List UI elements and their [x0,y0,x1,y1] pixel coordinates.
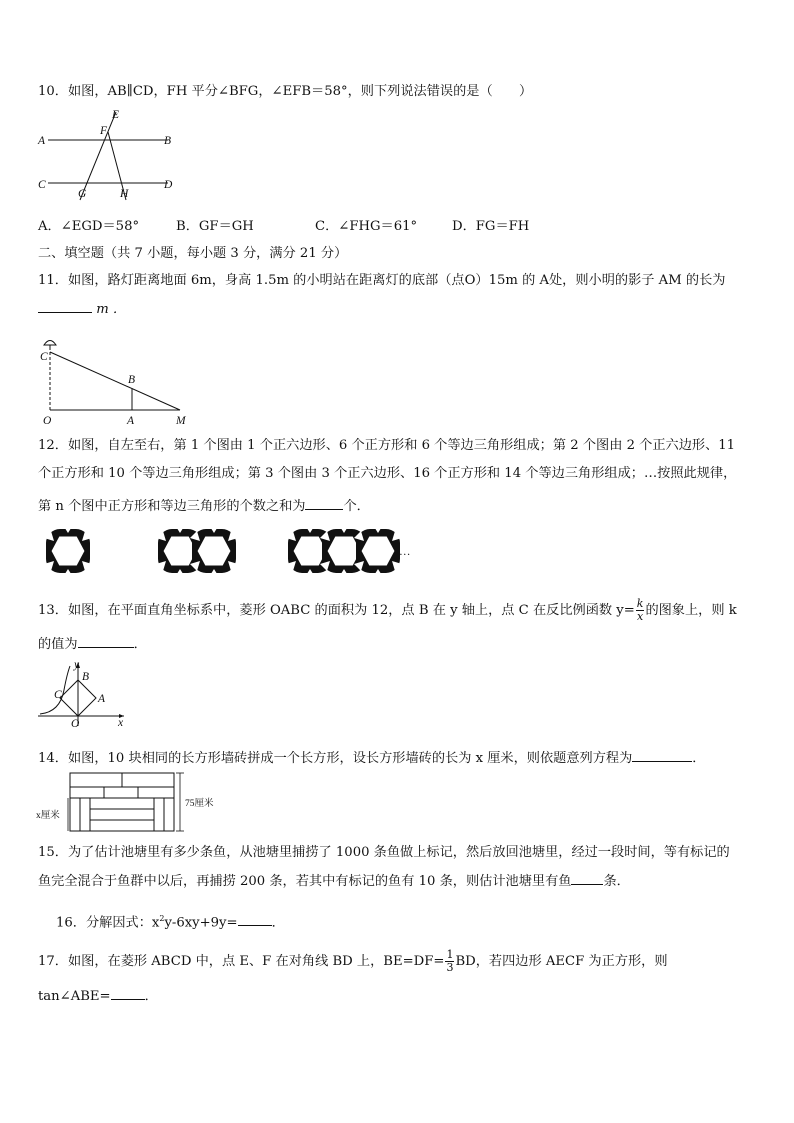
streetlight-diagram [34,332,194,428]
q17-line2 [38,988,158,1006]
rhombus-coordinate-diagram [34,660,134,730]
q10-label-E: E [112,109,120,121]
q17-line1-text: 17．如图，在菱形 ABCD 中，点 E、F 在对角线 BD 上，BE=DF= [38,954,445,969]
q10-label-F: F [100,125,108,137]
q10-option-c: C．∠FHG＝61° [315,219,418,234]
q13-line2-text: 的值为 [38,637,78,652]
q15-blank[interactable] [571,884,603,885]
q14-figure [34,770,214,840]
q13-frac-den: x [636,610,644,623]
q10-figure [34,106,184,206]
q15-line1: 15．为了估计池塘里有多少条鱼，从池塘里捕捞了 1000 条鱼做上标记，然后放回池塘里，经过一段时间，等有标记的 [38,845,730,860]
pattern-2 [156,525,238,577]
q11-stem: 11．如图，路灯距离地面 6m，身高 1.5m 的小明站在距离灯的底部（点O）15m 的 A处，则小明的影子 AM 的长为 [38,273,726,288]
q11-label-C: C [40,351,48,363]
q10-label-B: B [164,135,172,147]
q15-line2-tail: 条． [603,874,630,889]
q10-option-a: A．∠EGD＝58° [38,219,140,234]
q10-stem: 10．如图，AB∥CD，FH 平分∠BFG，∠EFB＝58°，则下列说法错误的是（ ） [38,84,533,99]
q10-label-D: D [164,179,173,191]
q11-label-M: M [176,415,186,427]
q12-blank[interactable] [305,509,343,510]
q13-line1-tail: 的图象上，则 k [645,603,737,618]
q17-line2-tail: ． [144,989,158,1004]
q17-line1-tail: BD，若四边形 AECF 为正方形，则 [455,954,668,969]
q10-option-b: B．GF＝GH [176,219,254,234]
wall-bricks-diagram [34,770,214,836]
q16-stem-a: 16．分解因式：x [56,915,160,931]
q14-stem: 14．如图，10 块相同的长方形墙砖拼成一个长方形，设长方形墙砖的长为 x 厘米，则依题意列方程为 [38,751,633,766]
q12-line1: 12．如图，自左至右，第 1 个图由 1 个正六边形、6 个正方形和 6 个等边三角形组成；第 2 个图由 2 个正六边形、11 [38,438,736,453]
q11-label-B: B [128,374,136,386]
q13-fraction [636,598,645,623]
pattern-3 [286,525,402,577]
q16-sup: 2 [159,914,165,923]
q12-line3-text: 第 n 个图中正方形和等边三角形的个数之和为 [38,499,306,514]
q16-line [56,910,285,932]
pattern-1 [44,525,92,577]
q17-frac-den: 3 [446,961,454,974]
q13-line1-text: 13．如图，在平面直角坐标系中，菱形 OABC 的面积为 12，点 B 在 y 轴上，点 C 在反比例函数 y= [38,603,635,618]
q10-label-H: H [120,188,129,200]
q10-label-A: A [38,135,46,147]
q15-line2 [38,873,630,891]
q16-stem-b: y-6xy+9y= [164,915,238,931]
q10-label-G: G [78,188,87,200]
q17-fraction [445,949,454,974]
q14-line [38,750,705,768]
parallel-lines-diagram [34,106,184,202]
q13-label-C: C [54,689,62,701]
q11-label-A: A [127,415,135,427]
q10-label-C: C [38,179,46,191]
q16-tail: ． [271,915,285,931]
q17-frac-num: 1 [446,948,454,961]
q12-line2: 个正方形和 10 个等边三角形组成；第 3 个图由 3 个正六边形、16 个正方形和 14 个等边三角形组成；…按照此规律， [38,466,737,481]
q13-label-y: y [74,659,80,671]
q11-blank[interactable] [38,312,92,313]
q16-blank[interactable] [238,925,272,926]
section-heading: 二、填空题（共 7 小题，每小题 3 分，满分 21 分） [38,246,348,261]
q13-line1 [38,598,737,623]
q13-figure [34,660,134,734]
q13-label-x: x [118,717,124,729]
q14-tail: ． [692,751,706,766]
q17-line2-text: tan∠ABE= [38,989,111,1004]
q17-line1 [38,949,668,974]
q12-line3-tail: 个． [343,499,370,514]
q13-blank[interactable] [78,647,134,648]
q14-blank[interactable] [632,761,692,762]
q12-ellipsis: … [399,546,411,558]
q11-figure [34,332,194,432]
q14-label-75: 75厘米 [185,799,214,809]
q15-line2-text: 鱼完全混合于鱼群中以后，再捕捞 200 条，若其中有标记的鱼有 10 条，则估计池塘里有鱼 [38,874,572,889]
q12-figures [40,523,420,585]
q17-blank[interactable] [111,999,145,1000]
q12-line3 [38,498,370,516]
lamp-icon [44,341,56,346]
tiling-pattern-diagram [40,523,420,581]
q13-label-B: B [82,671,90,683]
q11-tail: m ． [96,302,127,317]
q13-label-A: A [98,693,106,705]
q14-label-x: x厘米 [36,811,60,821]
q13-frac-num: k [636,597,644,610]
q13-line2-tail: ． [133,637,147,652]
q11-label-O: O [43,415,52,427]
q11-answer-line [38,301,126,319]
q13-label-O: O [71,718,80,730]
q13-line2 [38,636,147,654]
q10-option-d: D．FG＝FH [452,219,530,234]
